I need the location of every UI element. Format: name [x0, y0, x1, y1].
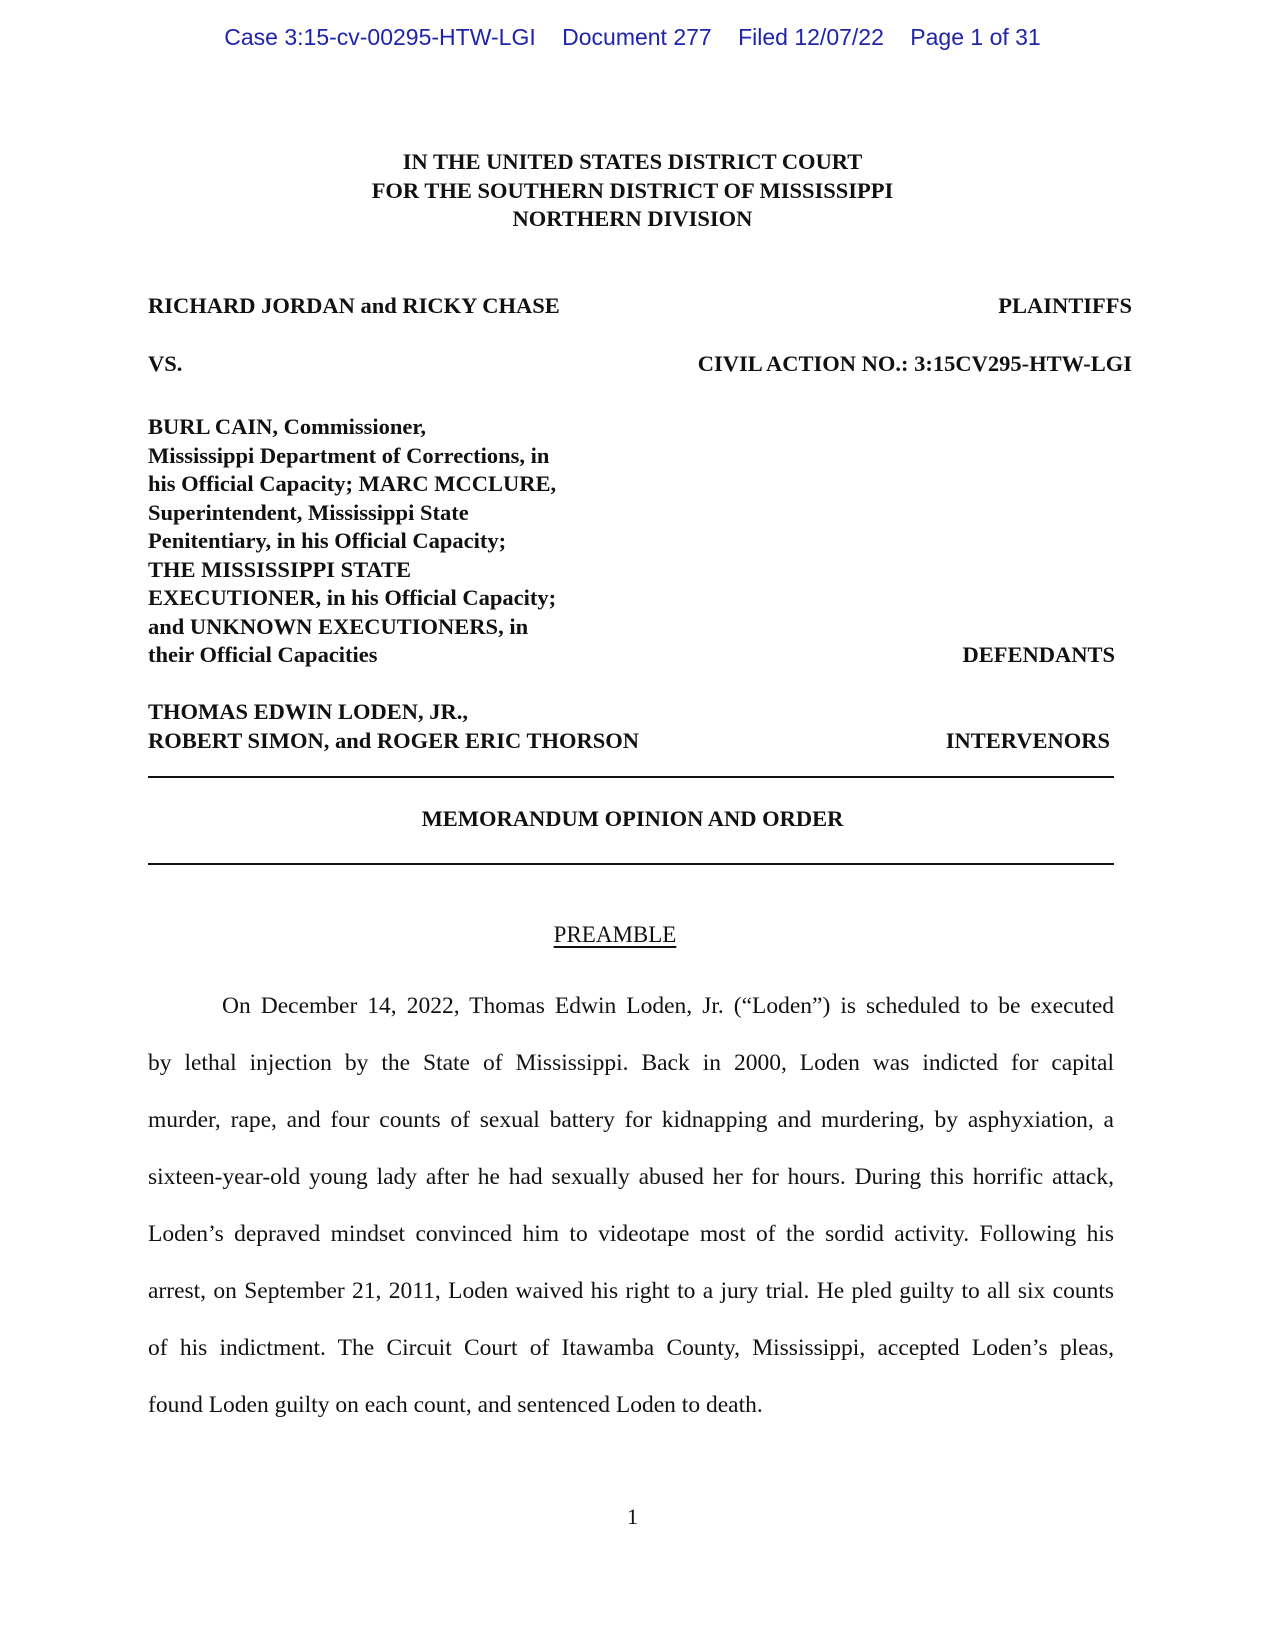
preamble-paragraph: [148, 978, 1114, 1434]
court-heading-line-3: NORTHERN DIVISION: [512, 206, 753, 231]
intervenors-line: THOMAS EDWIN LODEN, JR.,: [148, 699, 469, 724]
plaintiffs-label: PLAINTIFFS: [998, 293, 1132, 318]
ecf-page-count: Page 1 of 31: [910, 24, 1041, 50]
paragraph-line: of his indictment. The Circuit Court of Itawamba County, Mississippi, accepted Loden’s pleas,: [148, 1335, 1114, 1361]
defendants-line: his Official Capacity; MARC MCCLURE,: [148, 471, 557, 496]
defendants-line: their Official Capacities: [148, 642, 378, 667]
defendants-label: DEFENDANTS: [962, 642, 1115, 667]
civil-action-number: CIVIL ACTION NO.: 3:15CV295-HTW-LGI: [697, 351, 1132, 376]
paragraph-line: sixteen-year-old young lady after he had sexually abused her for hours. During this horrific attack,: [148, 1164, 1114, 1190]
paragraph-line: On December 14, 2022, Thomas Edwin Loden, Jr. (“Loden”) is scheduled to be executed: [222, 993, 1114, 1019]
paragraph-line: arrest, on September 21, 2011, Loden waived his right to a jury trial. He pled guilty to all six counts: [148, 1278, 1114, 1304]
ecf-document-number: Document 277: [562, 24, 712, 50]
versus-label: VS.: [148, 351, 183, 376]
section-heading-preamble: PREAMBLE: [553, 922, 677, 947]
ecf-case-number: Case 3:15-cv-00295-HTW-LGI: [224, 24, 536, 50]
defendants-line: Mississippi Department of Corrections, in: [148, 442, 550, 468]
defendants-line: BURL CAIN, Commissioner,: [148, 414, 426, 439]
defendants-names: [148, 413, 556, 670]
court-heading: [0, 148, 1265, 234]
defendants-line: and UNKNOWN EXECUTIONERS, in: [148, 613, 529, 639]
page-number: 1: [627, 1504, 638, 1529]
intervenors-names: [148, 698, 639, 755]
paragraph-line: found Loden guilty on each count, and sentenced Loden to death.: [148, 1392, 763, 1418]
court-heading-line-2: FOR THE SOUTHERN DISTRICT OF MISSISSIPPI: [371, 177, 894, 203]
document-title: MEMORANDUM OPINION AND ORDER: [421, 806, 844, 831]
defendants-line: THE MISSISSIPPI STATE: [148, 556, 412, 582]
plaintiffs-names: RICHARD JORDAN and RICKY CHASE: [148, 293, 560, 318]
paragraph-line: Loden’s depraved mindset convinced him to videotape most of the sordid activity. Following his: [148, 1221, 1114, 1247]
defendants-line: Penitentiary, in his Official Capacity;: [148, 528, 507, 553]
court-heading-line-1: IN THE UNITED STATES DISTRICT COURT: [402, 149, 863, 174]
paragraph-line: by lethal injection by the State of Mississippi. Back in 2000, Loden was indicted for capital: [148, 1050, 1114, 1076]
intervenors-label: INTERVENORS: [945, 728, 1110, 753]
title-rule-bottom: [148, 863, 1114, 865]
paragraph-line: murder, rape, and four counts of sexual battery for kidnapping and murdering, by asphyxiation, a: [148, 1107, 1114, 1133]
ecf-filed-date: Filed 12/07/22: [738, 24, 884, 50]
title-rule-top: [148, 776, 1114, 778]
defendants-line: Superintendent, Mississippi State: [148, 499, 469, 525]
ecf-header: [0, 22, 1265, 52]
intervenors-line: ROBERT SIMON, and ROGER ERIC THORSON: [148, 727, 639, 753]
defendants-line: EXECUTIONER, in his Official Capacity;: [148, 585, 557, 610]
